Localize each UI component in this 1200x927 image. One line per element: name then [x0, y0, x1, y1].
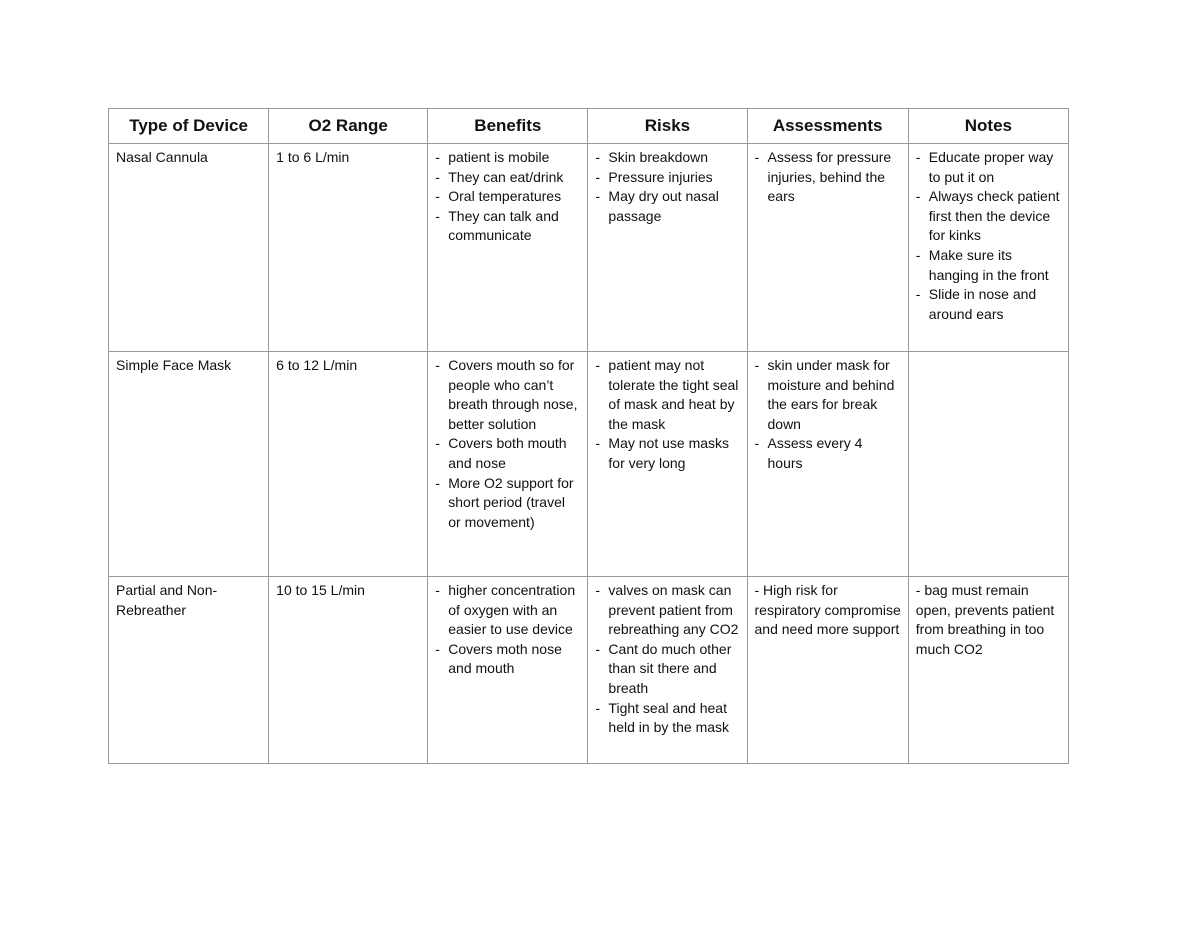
- range-cell: [269, 577, 428, 764]
- header-row: [109, 109, 1069, 144]
- header-notes: Notes: [908, 109, 1068, 144]
- risks-list: [595, 148, 739, 226]
- assessments-cell: [747, 577, 908, 764]
- benefits-cell: [428, 352, 588, 577]
- benefits-list: [435, 148, 580, 246]
- device-cell: [109, 577, 269, 764]
- device-cell: [109, 144, 269, 352]
- list-item: - higher concentration of oxygen with an easier to use device: [435, 581, 580, 640]
- risks-list: [595, 581, 739, 738]
- device-cell: [109, 352, 269, 577]
- header-type-of-device: Type of Device: [109, 109, 269, 144]
- device-name: Simple Face Mask: [116, 357, 232, 373]
- list-item: - Covers mouth so for people who can’t breath through nose, better solution: [435, 356, 580, 434]
- notes-cell: [908, 577, 1068, 764]
- list-item: - patient is mobile: [435, 148, 580, 168]
- table-row: [109, 352, 1069, 577]
- list-item: - Pressure injuries: [595, 168, 739, 188]
- list-item: - Cant do much other than sit there and breath: [595, 640, 739, 699]
- range-cell: [269, 144, 428, 352]
- benefits-list: [435, 356, 580, 532]
- assessments-cell: [747, 144, 908, 352]
- list-item: - They can eat/drink: [435, 168, 580, 188]
- range-cell: [269, 352, 428, 577]
- list-item: - Make sure its hanging in the front: [916, 246, 1061, 285]
- list-item: - Slide in nose and around ears: [916, 285, 1061, 324]
- list-item: - Assess for pressure injuries, behind the ears: [755, 148, 901, 207]
- table-row: [109, 577, 1069, 764]
- assessments-list: [755, 148, 901, 207]
- device-name: Partial and Non-Rebreather: [116, 582, 218, 618]
- o2-range: 1 to 6 L/min: [276, 149, 350, 165]
- oxygen-devices-table: [108, 108, 1069, 764]
- list-item: - Assess every 4 hours: [755, 434, 901, 473]
- notes-text: - bag must remain open, prevents patient from breathing in too much CO2: [915, 582, 1055, 657]
- benefits-list: [435, 581, 580, 679]
- list-item: - skin under mask for moisture and behind the ears for break down: [755, 356, 901, 434]
- o2-range: 10 to 15 L/min: [276, 582, 365, 598]
- table-row: [109, 144, 1069, 352]
- o2-range: 6 to 12 L/min: [276, 357, 358, 373]
- notes-cell: [908, 352, 1068, 577]
- risks-cell: [588, 352, 747, 577]
- assessments-text: - High risk for respiratory compromise and need more support: [754, 582, 901, 638]
- header-assessments: Assessments: [747, 109, 908, 144]
- list-item: - May not use masks for very long: [595, 434, 739, 473]
- assessments-list: [755, 356, 901, 474]
- notes-list: [916, 148, 1061, 324]
- list-item: - valves on mask can prevent patient from rebreathing any CO2: [595, 581, 739, 640]
- list-item: - Tight seal and heat held in by the mask: [595, 699, 739, 738]
- list-item: - Educate proper way to put it on: [916, 148, 1061, 187]
- list-item: - They can talk and communicate: [435, 207, 580, 246]
- list-item: - More O2 support for short period (travel or movement): [435, 474, 580, 533]
- risks-cell: [588, 144, 747, 352]
- header-benefits: Benefits: [428, 109, 588, 144]
- list-item: - patient may not tolerate the tight seal of mask and heat by the mask: [595, 356, 739, 434]
- device-name: Nasal Cannula: [116, 149, 208, 165]
- list-item: - Covers moth nose and mouth: [435, 640, 580, 679]
- list-item: - Covers both mouth and nose: [435, 434, 580, 473]
- list-item: - Skin breakdown: [595, 148, 739, 168]
- benefits-cell: [428, 577, 588, 764]
- benefits-cell: [428, 144, 588, 352]
- header-o2-range: O2 Range: [269, 109, 428, 144]
- list-item: - Oral temperatures: [435, 187, 580, 207]
- risks-list: [595, 356, 739, 474]
- header-risks: Risks: [588, 109, 747, 144]
- risks-cell: [588, 577, 747, 764]
- list-item: - Always check patient first then the device for kinks: [916, 187, 1061, 246]
- list-item: - May dry out nasal passage: [595, 187, 739, 226]
- notes-cell: [908, 144, 1068, 352]
- assessments-cell: [747, 352, 908, 577]
